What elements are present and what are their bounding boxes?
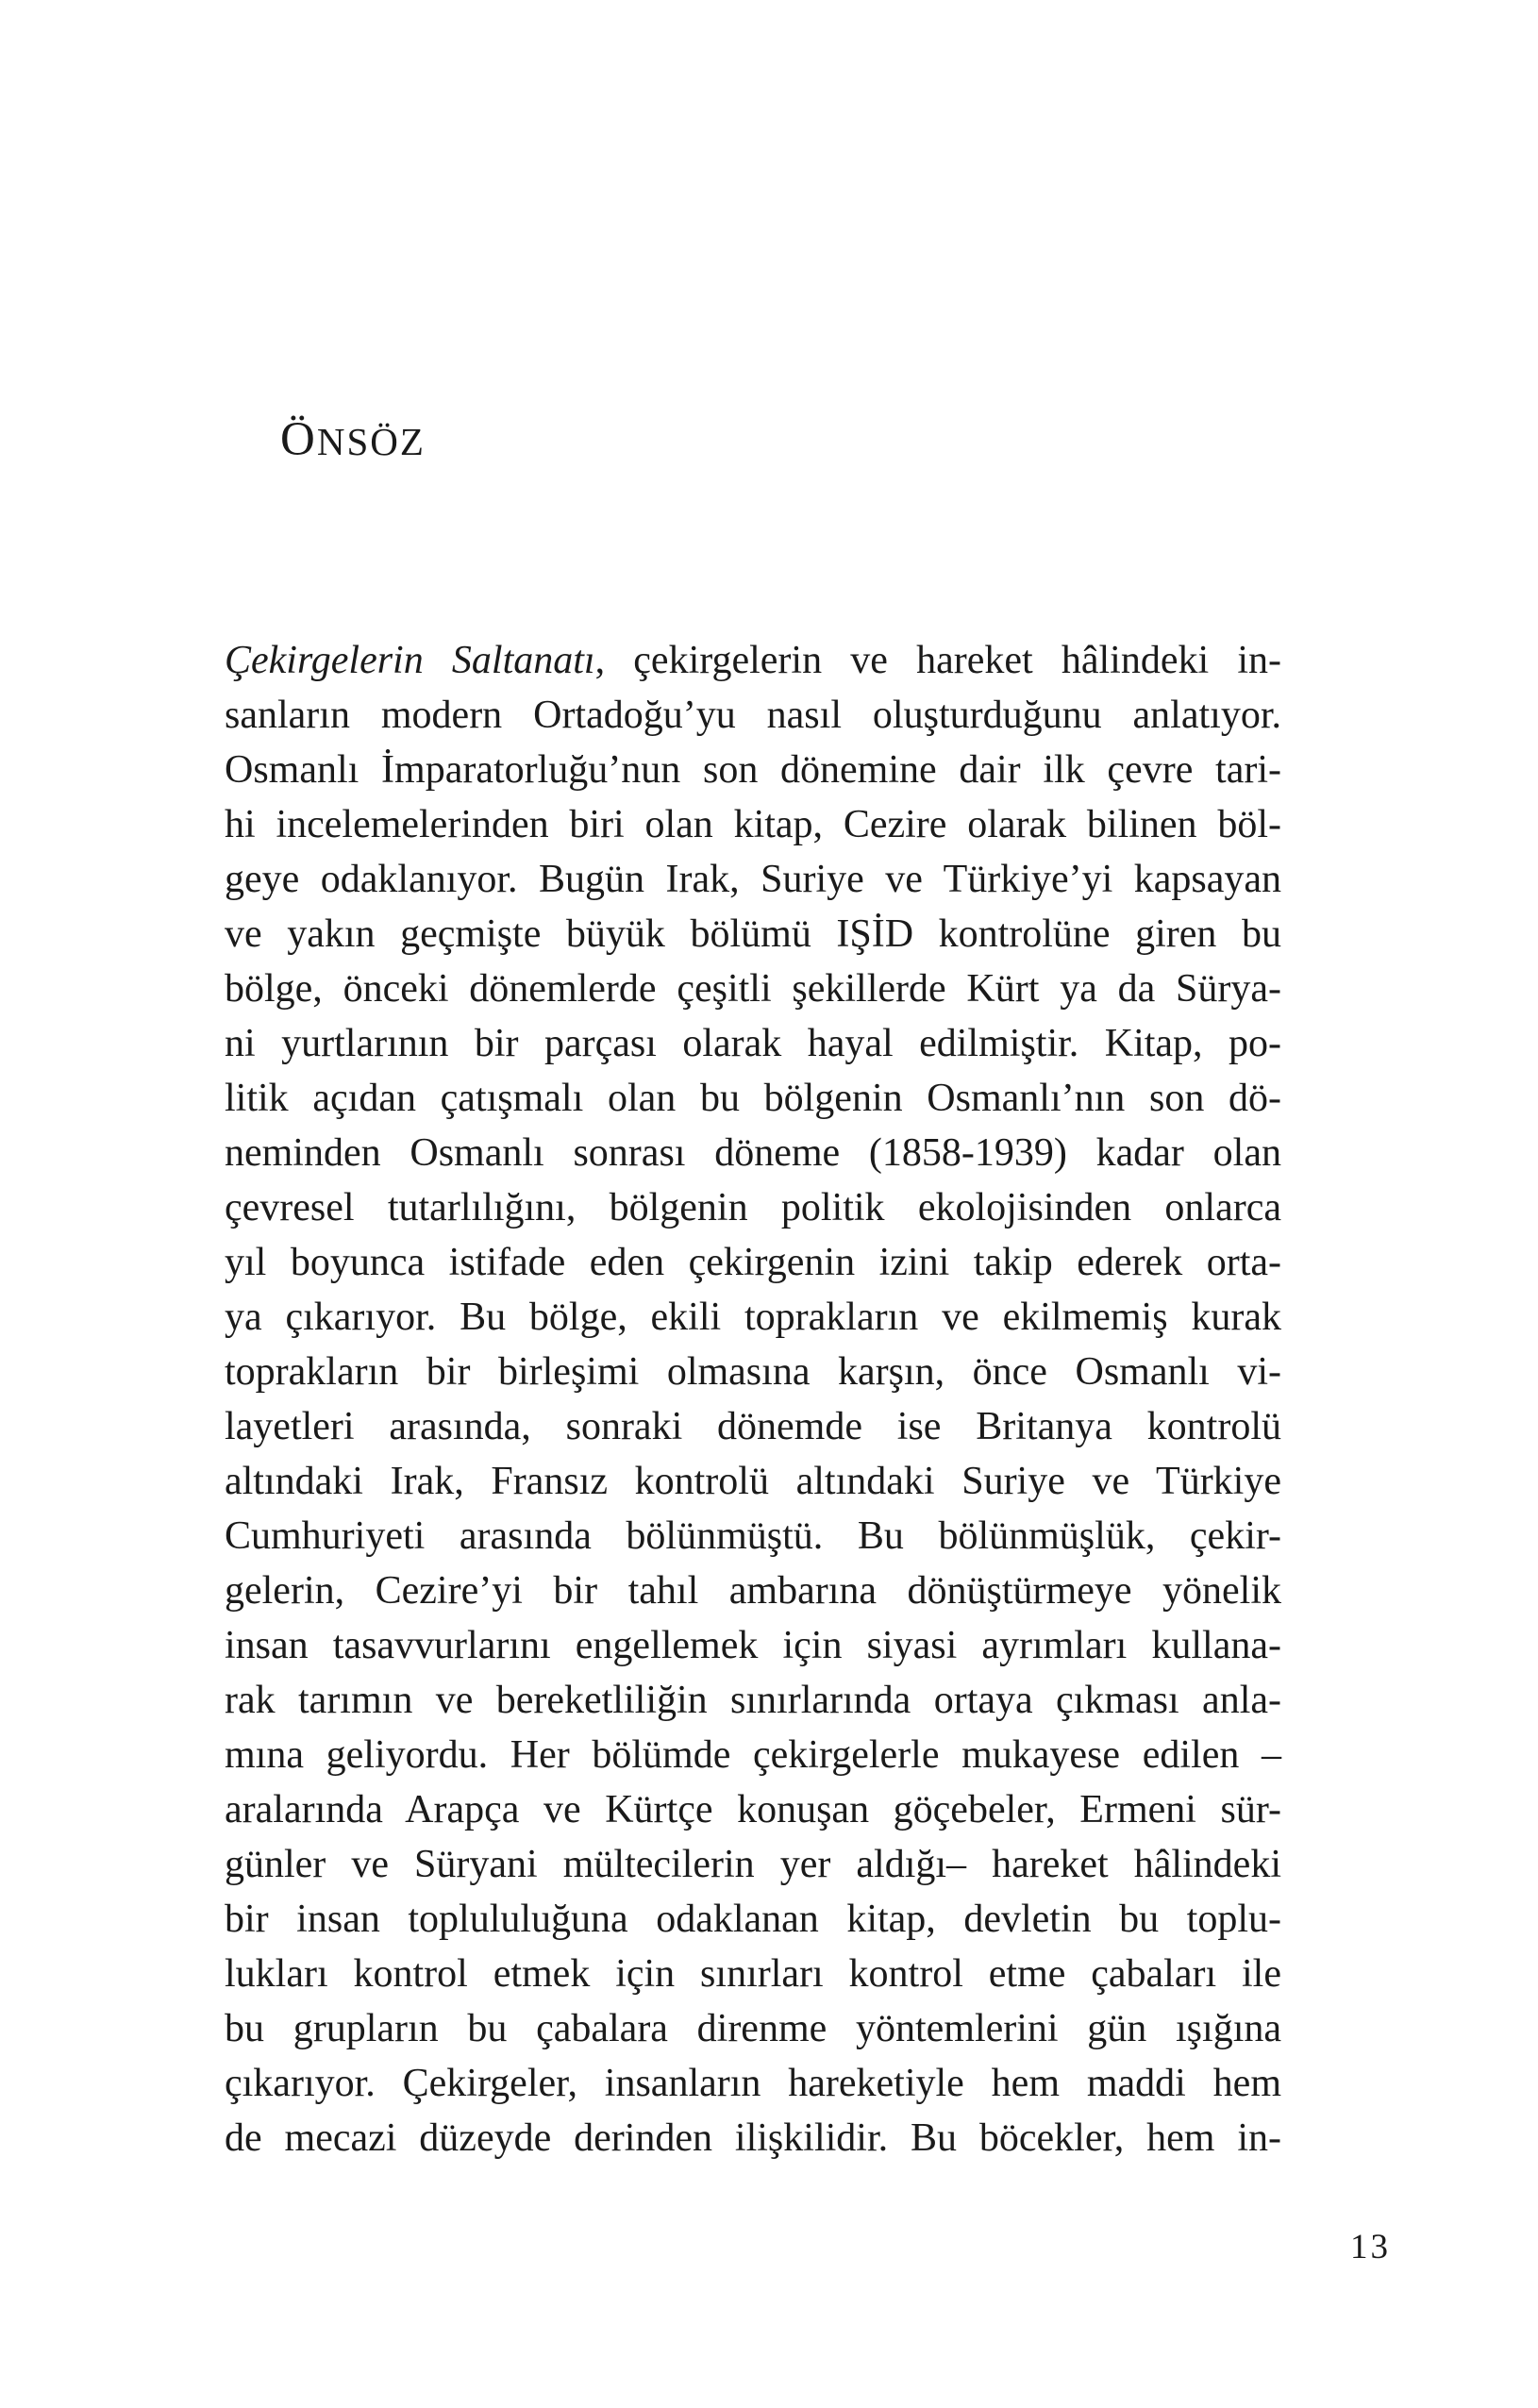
paragraph-line: çıkarıyor. Çekirgeler, insanların hareketiyle hem maddi hem [225, 2062, 1281, 2105]
chapter-heading-initial: Ö [280, 413, 317, 466]
paragraph-line: lukları kontrol etmek için sınırları kontrol etme çabaları ile [225, 1952, 1281, 1996]
paragraph-line: litik açıdan çatışmalı olan bu bölgenin Osmanlı’nın son dö- [225, 1077, 1281, 1120]
paragraph-line: aralarında Arapça ve Kürtçe konuşan göçebeler, Ermeni sür- [225, 1788, 1281, 1831]
paragraph-line: toprakların bir birleşimi olmasına karşın, önce Osmanlı vi- [225, 1350, 1281, 1394]
paragraph-line: bölge, önceki dönemlerde çeşitli şekillerde Kürt ya da Sürya- [225, 967, 1281, 1011]
paragraph-line: altındaki Irak, Fransız kontrolü altındaki Suriye ve Türkiye [225, 1460, 1281, 1503]
paragraph-line: günler ve Süryani mültecilerin yer aldığı– hareket hâlindeki [225, 1843, 1281, 1886]
paragraph-line: Cumhuriyeti arasında bölünmüştü. Bu bölünmüşlük, çekir- [225, 1514, 1281, 1558]
paragraph-line: mına geliyordu. Her bölümde çekirgelerle mukayese edilen – [225, 1733, 1281, 1777]
paragraph-line: insan tasavvurlarını engellemek için siyasi ayrımları kullana- [225, 1624, 1281, 1667]
paragraph-line: layetleri arasında, sonraki dönemde ise Britanya kontrolü [225, 1405, 1281, 1448]
paragraph-line: ya çıkarıyor. Bu bölge, ekili toprakların ve ekilmemiş kurak [225, 1296, 1281, 1339]
book-title-italic: Çekirgelerin Saltanatı [225, 639, 595, 682]
paragraph-line: geye odaklanıyor. Bugün Irak, Suriye ve Türkiye’yi kapsayan [225, 858, 1281, 901]
paragraph-line: rak tarımın ve bereketliliğin sınırlarında ortaya çıkması anla- [225, 1679, 1281, 1722]
paragraph-line: bir insan toplululuğuna odaklanan kitap, devletin bu toplu- [225, 1898, 1281, 1941]
chapter-heading [280, 413, 426, 469]
paragraph-line: neminden Osmanlı sonrası döneme (1858-1939) kadar olan [225, 1131, 1281, 1175]
paragraph-line: çevresel tutarlılığını, bölgenin politik ekolojisinden onlarca [225, 1186, 1281, 1229]
preface-paragraph [225, 633, 1281, 2166]
paragraph-line: ve yakın geçmişte büyük bölümü IŞİD kontrolüne giren bu [225, 912, 1281, 956]
paragraph-line: bu grupların bu çabalara direnme yöntemlerini gün ışığına [225, 2007, 1281, 2050]
paragraph-line: hi incelemelerinden biri olan kitap, Cezire olarak bilinen böl- [225, 803, 1281, 846]
paragraph-line: gelerin, Cezire’yi bir tahıl ambarına dönüştürmeye yönelik [225, 1569, 1281, 1613]
chapter-heading-rest: NSÖZ [316, 420, 426, 463]
paragraph-line: yıl boyunca istifade eden çekirgenin izini takip ederek orta- [225, 1241, 1281, 1284]
paragraph-line: de mecazi düzeyde derinden ilişkilidir. Bu böcekler, hem in- [225, 2116, 1281, 2160]
paragraph-line-text: , çekirgelerin ve hareket hâlindeki in- [594, 639, 1281, 682]
paragraph-line: sanların modern Ortadoğu’yu nasıl oluşturduğunu anlatıyor. [225, 694, 1281, 737]
page-number: 13 [1350, 2228, 1391, 2266]
paragraph-line [225, 633, 1281, 688]
paragraph-line: ni yurtlarının bir parçası olarak hayal edilmiştir. Kitap, po- [225, 1022, 1281, 1065]
paragraph-line: Osmanlı İmparatorluğu’nun son dönemine dair ilk çevre tari- [225, 748, 1281, 792]
